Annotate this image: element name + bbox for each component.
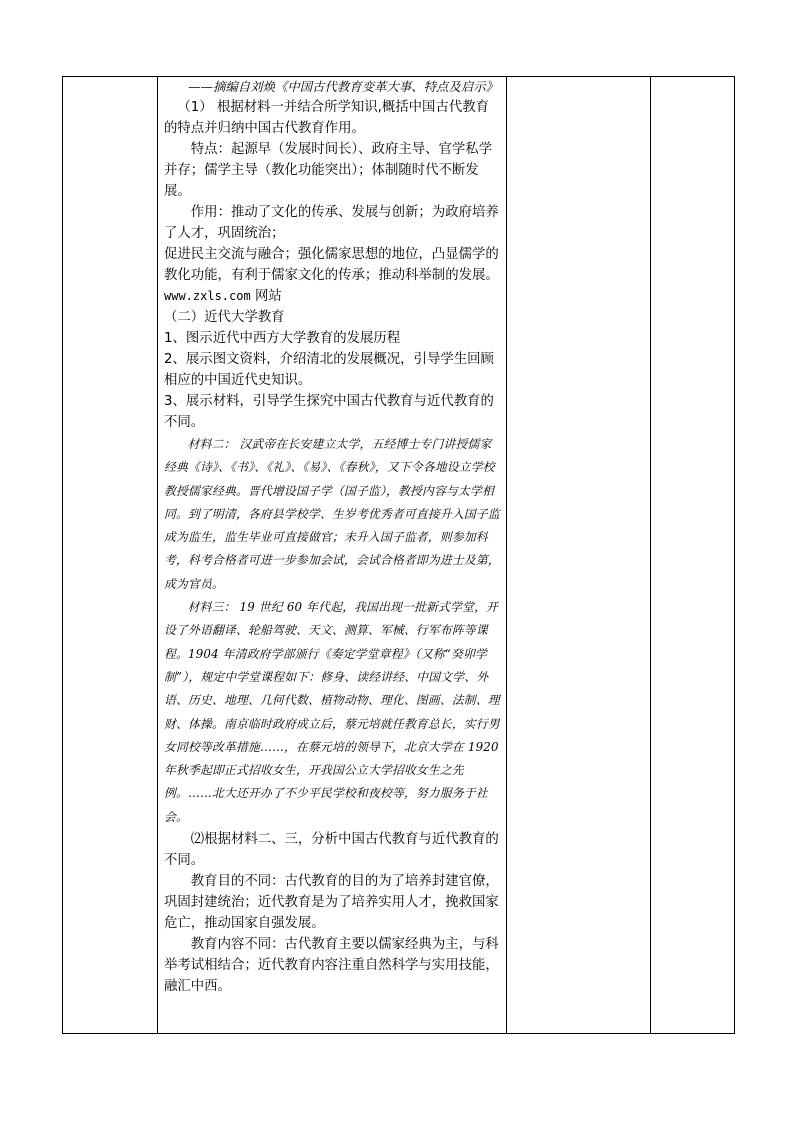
website-suffix: 网站 <box>250 289 282 304</box>
left-column-cell <box>63 77 158 1034</box>
section-title: （二）近代大学教育 <box>164 310 285 325</box>
website-line <box>164 286 500 307</box>
student-activity-cell <box>507 77 651 1034</box>
question-2: ⑵根据材料二、三，分析中国古代教育与近代教育的不同。 <box>164 832 499 869</box>
answer-goal: 教育目的不同：古代教育的目的为了培养封建官僚，巩固封建统治；近代教育是为了培养实用人才，挽救国家危亡，推动国家自强发展。 <box>164 874 499 932</box>
source-quote: ——摘编自刘焕《中国古代教育变革大事、特点及启示》 <box>188 79 498 94</box>
material-2: 材料二： 汉武帝在长安建立太学，五经博士专门讲授儒家经典《诗》、《书》、《礼》、《易》、《春秋》，又下令各地设立学校教授儒家经典。晋代增设国子学（国子监），教授内容与太学相同。到了明清，各府县学校学、生岁考优秀者可直接升入国子监成为监生，监生毕业可直接做官；未升入国子监者，则参加科考，科考合格者可进一步参加会试，会试合格者即为进士及第，成为官员。 <box>164 437 500 591</box>
answer-function-1: 作用：推动了文化的传承、发展与创新；为政府培养了人才，巩固统治； <box>164 205 499 241</box>
website-link[interactable]: www.zxls.com <box>164 289 251 303</box>
teaching-content <box>158 77 506 997</box>
question-1: （1） 根据材料一并结合所学知识,概括中国古代教育的特点并归纳中国古代教育作用。 <box>164 100 490 136</box>
answer-function-2: 促进民主交流与融合；强化儒家思想的地位，凸显儒学的教化功能，有利于儒家文化的传承；推动科举制的发展。 <box>164 247 499 283</box>
answer-content: 教育内容不同：古代教育主要以儒家经典为主，与科举考试相结合；近代教育内容注重自然科学与实用技能，融汇中西。 <box>164 937 499 995</box>
step-2: 2、展示图文资料，介绍清北的发展概况，引导学生回顾相应的中国近代史知识。 <box>164 352 494 388</box>
step-3: 3、展示材料，引导学生探究中国古代教育与近代教育的不同。 <box>164 394 494 430</box>
answer-features: 特点：起源早（发展时间长）、政府主导、官学私学并存；儒学主导（教化功能突出）；体制随时代不断发展。 <box>164 142 493 199</box>
content-column-cell <box>158 77 507 1034</box>
notes-cell <box>651 77 735 1034</box>
table-row <box>63 77 735 1034</box>
material-3: 材料三： 19 世纪 60 年代起，我国出现一批新式学堂，开设了外语翻译、轮船驾驶、天文、测算、军械、行军布阵等课程。1904 年清政府学部颁行《奏定学堂章程》（又称“癸卯学制”），规定中学堂课程如下：修身、读经讲经、中国文学、外语、历史、地理、几何代数、植物动物、理化、图画、法制、理财、体操。南京临时政府成立后，蔡元培就任教育总长，实行男女同校等改革措施……，在蔡元培的领导下，北京大学在 1920 年秋季起即正式招收女生，开我国公立大学招收女生之先例。……北大还开办了不少平民学校和夜校等，努力服务于社会。 <box>164 600 500 824</box>
lesson-plan-table <box>62 76 735 1034</box>
step-1: 1、图示近代中西方大学教育的发展历程 <box>164 331 401 346</box>
